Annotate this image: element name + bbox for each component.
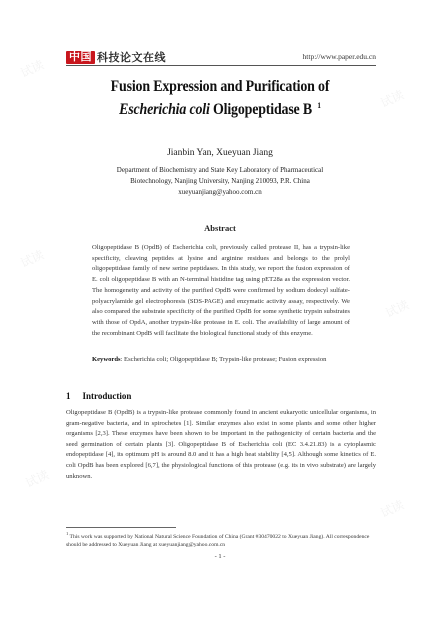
affiliation-line-1: Department of Biochemistry and State Key Laboratory of Pharmaceutical <box>116 166 324 174</box>
logo-mark: 中国 <box>66 51 95 64</box>
paper-title-line-1: Fusion Expression and Purification of <box>110 78 330 95</box>
watermark: 试读 <box>378 87 407 111</box>
page-header <box>66 50 376 66</box>
footnote <box>66 530 376 549</box>
footnote-divider <box>66 527 176 528</box>
keywords-label: Keywords <box>92 356 121 363</box>
watermark: 试读 <box>18 57 47 81</box>
author-email[interactable]: xueyuanjiang@yahoo.com.cn <box>178 188 262 196</box>
paper-title-line-2 <box>85 101 355 119</box>
footnote-text: This work was supported by National Natural Science Foundation of China (Grant #30470022 to Xueyuan Jiang). All correspondence should be addressed to Xueyuan Jiang at xueyuanjiang@yahoo.com.cn <box>66 533 370 548</box>
section-number: 1 <box>66 391 71 401</box>
watermark: 试读 <box>23 467 52 491</box>
watermark: 试读 <box>383 297 412 321</box>
watermark: 试读 <box>378 497 407 521</box>
keywords <box>92 355 350 366</box>
section-title: Introduction <box>82 391 132 401</box>
page-number: - 1 - <box>214 553 226 560</box>
abstract-text: Oligopeptidase B (OpdB) of Escherichia coli, previously called protease II, has a trypsin-like specificity, cleaving peptides at lysine and arginine residues and belongs to the prolyl oligopeptidase family of new serine peptidases. In this study, we report the fusion expression of E. coli oligopeptidase B with an N-terminal histidine tag using pET28a as the expression vector. The homogeneity and activity of the purified OpdB were confirmed by sodium dodecyl sulfate-polyacrylamide gel electrophoresis (SDS-PAGE) and enzymatic activity assay, respectively. We also compared the substrate specificity of the purified OpdB for some synthetic trypsin substrates with those of OpdA, another trypsin-like protease in E. coli. The availability of large amount of the recombinant OpdB will facilitate the biological functional study of this enzyme. <box>92 244 350 337</box>
site-url-link[interactable]: http://www.paper.edu.cn <box>302 52 376 61</box>
author-list: Jianbin Yan, Xueyuan Jiang <box>167 148 273 158</box>
watermark: 试读 <box>18 247 47 271</box>
abstract-heading: Abstract <box>204 223 236 233</box>
header-divider <box>66 65 376 66</box>
title-species: Escherichia coli <box>119 101 210 119</box>
logo-name: 科技论文在线 <box>97 51 166 64</box>
title-footnote-mark[interactable]: 1 <box>317 101 321 110</box>
introduction-text: Oligopeptidase B (OpdB) is a trypsin-like protease commonly found in ancient eukaryotic unicellular organisms, in gram-negative bacteria, and in spirochetes [1]. Similar enzymes also exist in some plants and some other higher organisms [2,3]. These enzymes have been shown to be important in the pathogenicity of certain bacteria and the seed germination of certain plants [3]. Oligopeptidase B of Escherichia coli (EC 3.4.21.83) is a cytoplasmic endopeptidase [4], its optimum pH is around 8.0 and it has a high heat stability [4,5]. Although some kinetics of E. coli OpdB has been explored [6,7], the physiological functions of this protease (e.g. its in vivo substrate) are largely unknown. <box>66 409 376 480</box>
title-enzyme: Oligopeptidase B <box>209 101 313 119</box>
keywords-text: : Escherichia coli; Oligopeptidase B; Trypsin-like protease; Fusion expression <box>120 356 327 363</box>
section-heading-introduction <box>66 391 143 401</box>
site-logo[interactable] <box>66 50 166 64</box>
footnote-mark: 1 <box>66 531 69 536</box>
affiliation-line-2: Biotechnology, Nanjing University, Nanjing 210093, P.R. China <box>130 177 310 185</box>
